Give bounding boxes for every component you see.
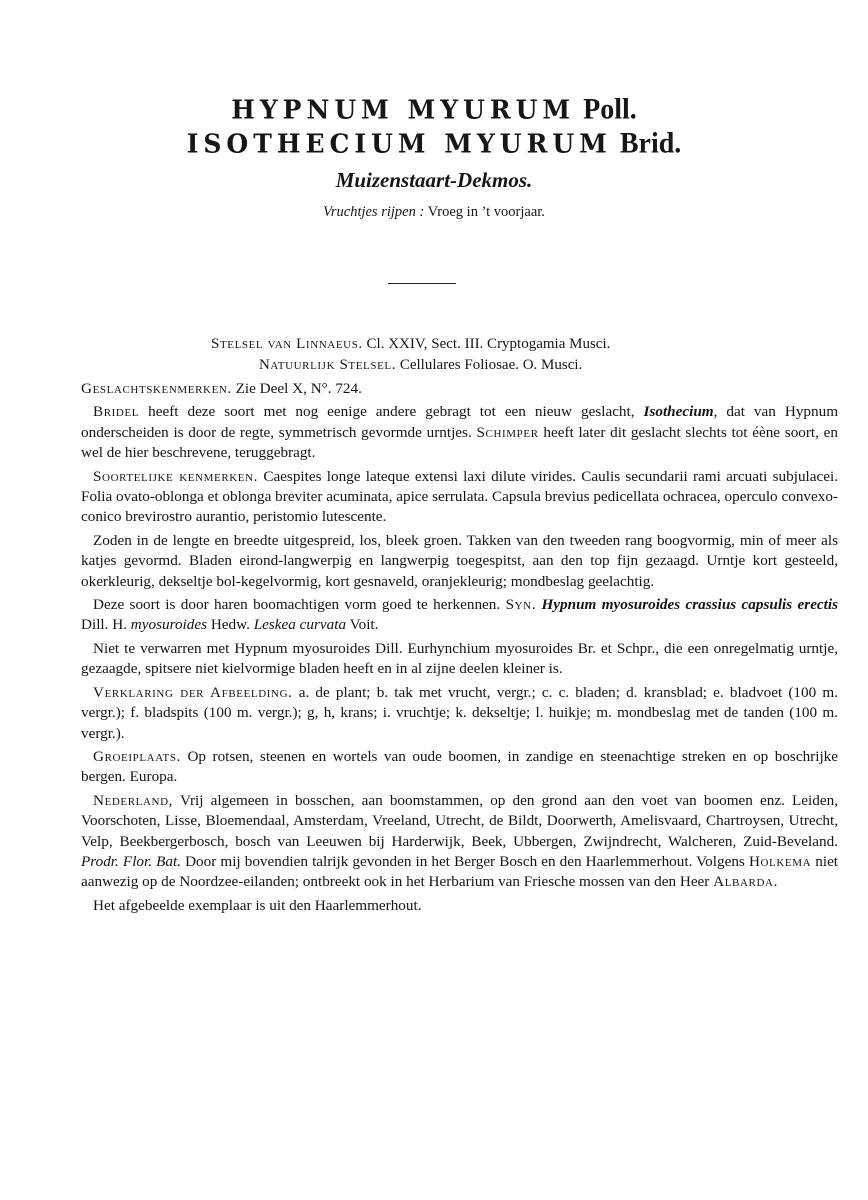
recognize-text: Deze soort is door haren boomachtigen vorm goed te herkennen.	[93, 596, 501, 614]
bridel-text-b: , dat van Hypnum onderscheiden is door de regte, symmetrisch gevormde urntjes.	[81, 403, 839, 441]
synonym-1: Hypnum myosuroides crassius capsulis erectis	[541, 596, 839, 614]
bridel-paragraph	[81, 402, 838, 463]
species-label: Soortelijke kenmerken.	[93, 467, 259, 485]
figure-text: a. de plant; b. tak met vrucht, vergr.; c. c. bladen; d. kransblad; e. bladvoet (100 m. vergr.); f. bladspits (100 m. vergr.); g, h, krans; i. vruchtje; k. dekseltje; l. huikje; m. mondbeslag met de tanden (100 m. vergr.).	[81, 683, 839, 742]
description-paragraph: Zoden in de lengte en breedte uitgespreid, los, bleek groen. Takken van den tweeden rang boogvormig, min of meer als katjes gevormd. Bladen eirond-langwerpig en langwerpig toegespitst, aan den top fijn gezaagd. Urntje kort gesteeld, okerkleurig, dekseltje bol-kegelvormig, kort gesnaveld, oranjekleurig; mondbeslag geelachtig.	[81, 531, 838, 590]
genus-text: Zie Deel X, N°. 724.	[235, 380, 362, 397]
synonym-2-name: myosuroides	[130, 616, 208, 634]
natural-label: Natuurlijk Stelsel.	[259, 357, 397, 373]
figure-label: Verklaring der Afbeelding.	[93, 683, 293, 701]
title-isothecium-myurum	[0, 128, 868, 160]
synonym-1-author: Dill.	[81, 616, 109, 634]
habitat-text: Op rotsen, steenen en wortels van oude boomen, in zandige en steenachtige streken en op boschrijke bergen. Europa.	[81, 747, 838, 786]
bridel-text-a: heeft deze soort met nog eenige andere gebragt tot een nieuw geslacht,	[148, 403, 635, 421]
netherlands-text-a: Vrij algemeen in bosschen, aan boomstammen, op den grond aan den voet van boomen enz. Leiden, Voorschoten, Lisse, Bloemendaal, Amsterdam, Vreeland, Utrecht, de Bildt, Doorwerth, Amelisvaard, Chartroysen, Utrecht, Velp, Beekbergerbosch, bosch van Leeuwen bij Harderwijk, Beek, Ubbergen, Zwijndrecht, Walcheren, Zuid-Beveland.	[81, 791, 838, 850]
bridel-text-c: heeft later dit geslacht slechts tot éène soort, en wel de hier beschrevene, teruggebragt.	[81, 423, 839, 462]
genus-paragraph	[81, 379, 838, 399]
fruiting-time	[0, 204, 868, 221]
synonym-paragraph	[81, 595, 838, 636]
netherlands-text-c: niet aanwezig op de Noordzee-eilanden; ontbreekt ook in het Herbarium van Friesche mossen van den Heer	[81, 852, 839, 891]
syn-label: Syn.	[505, 596, 537, 614]
figured-specimen-paragraph: Het afgebeelde exemplaar is uit den Haarlemmerhout.	[93, 896, 422, 914]
title-hypnum-myurum	[0, 94, 868, 126]
species-name-2: ISOTHECIUM MYURUM	[186, 128, 612, 159]
figure-paragraph	[81, 683, 838, 744]
schimper-name: Schimper	[476, 423, 539, 441]
fruiting-value: Vroeg in ’t voorjaar.	[427, 204, 545, 220]
common-name: Muizenstaart-Dekmos.	[335, 168, 533, 192]
bridel-name: Bridel	[93, 403, 140, 421]
isothecium-genus: Isothecium	[643, 403, 714, 421]
netherlands-label: Nederland,	[93, 791, 174, 809]
prodr-flor-bat-ref: Prodr. Flor. Bat.	[81, 852, 181, 870]
synonym-2-author: Hedw.	[210, 616, 250, 634]
albarda-name: Albarda.	[713, 873, 778, 891]
body-text	[81, 379, 838, 919]
synonym-3-author: Voit.	[349, 616, 379, 634]
linnaeus-value: Cl. XXIV, Sect. III. Cryptogamia Musci.	[366, 336, 611, 352]
linnaeus-label: Stelsel van Linnaeus.	[211, 336, 363, 352]
holkema-name: Holkema	[748, 852, 812, 870]
linnaeus-system	[0, 336, 868, 353]
natural-system	[0, 357, 868, 374]
netherlands-paragraph	[81, 791, 838, 893]
fruiting-label: Vruchtjes rijpen :	[323, 204, 425, 220]
author-1: Poll.	[583, 93, 637, 126]
habitat-label: Groeiplaats.	[93, 747, 181, 765]
natural-value: Cellulares Foliosae. O. Musci.	[399, 357, 583, 373]
synonym-3: Leskea curvata	[253, 616, 347, 634]
habitat-paragraph	[81, 747, 838, 788]
confusion-paragraph: Niet te verwarren met Hypnum myosuroides Dill. Eurhynchium myosuroides Br. et Schpr., die een onregelmatig urntje, gezaagde, spitsere niet kielvormige bladen heeft en in al zijne deelen kleiner is.	[81, 639, 838, 678]
divider-rule	[388, 283, 456, 284]
synonym-2-prefix: H.	[112, 616, 127, 634]
species-name-1: HYPNUM MYURUM	[231, 94, 576, 125]
species-paragraph	[81, 467, 838, 528]
netherlands-text-b: Door mij bovendien talrijk gevonden in het Berger Bosch en den Haarlemmerhout. Volgens	[185, 852, 745, 870]
species-text: Caespites longe lateque extensi laxi dilute virides. Caulis secundarii rami arcuati subjulacei. Folia ovato-oblonga et oblonga breviter acuminata, apice serrulata. Capsula brevius pedicellata ochracea, operculo convexo-conico brevirostro aurantio, peristomio lutescente.	[81, 467, 838, 526]
genus-label: Geslachtskenmerken.	[81, 380, 232, 397]
author-2: Brid.	[619, 127, 682, 160]
